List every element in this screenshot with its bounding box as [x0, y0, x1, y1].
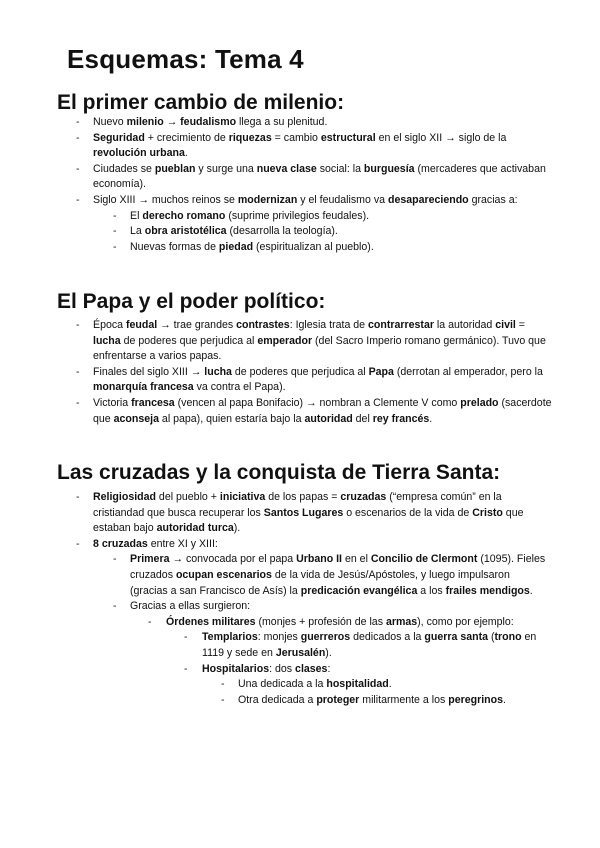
bullet-item — [0, 693, 600, 709]
section-heading-papa: El Papa y el poder político: — [57, 290, 326, 313]
sub-list — [0, 630, 600, 708]
bullet-dash: - — [76, 396, 80, 409]
bullet-text: El derecho romano (suprime privilegios feudales). — [130, 209, 370, 222]
bullet-item — [0, 552, 600, 599]
sub-list — [0, 552, 600, 708]
bullet-item — [0, 537, 600, 709]
bullet-item — [0, 162, 600, 193]
bullet-text: Finales del siglo XIII → lucha de poderes que perjudica al Papa (derrotan al emperador, pero la monarquía francesa va contra el Papa). — [93, 365, 543, 394]
bullet-dash: - — [76, 491, 80, 503]
bullet-item — [0, 115, 600, 131]
bullet-item — [0, 662, 600, 709]
bullet-item — [0, 224, 600, 240]
bullet-dash: - — [76, 319, 80, 331]
section-list-milenio — [0, 115, 600, 255]
bullet-dash: - — [76, 131, 80, 144]
bullet-text: Primera → convocada por el papa Urbano II en el Concilio de Clermont (1095). Fieles cruzados ocupan escenarios de la vida de Jesús/Apóstoles, y luego impulsaron (gracias a san Francisco de Asís) la predicación evangélica a los frailes mendigos. — [130, 553, 546, 597]
bullet-dash: - — [113, 209, 117, 222]
bullet-text: Otra dedicada a proteger militarmente a los peregrinos. — [238, 693, 506, 706]
bullet-dash: - — [76, 365, 80, 378]
bullet-dash: - — [76, 162, 80, 175]
bullet-dash: - — [113, 553, 117, 566]
bullet-item — [0, 209, 600, 225]
bullet-dash: - — [221, 693, 225, 706]
bullet-text: Victoria francesa (vencen al papa Bonifacio) → nombran a Clemente V como prelado (sacerdote que aconseja al papa), quien estaría bajo la autoridad del rey francés. — [93, 396, 552, 425]
bullet-item — [0, 490, 600, 537]
bullet-dash: - — [221, 678, 225, 691]
bullet-dash: - — [76, 116, 80, 128]
bullet-item — [0, 630, 600, 661]
bullet-text: Ciudades se pueblan y surge una nueva clase social: la burguesía (mercaderes que activaban economía). — [93, 162, 546, 191]
bullet-item — [0, 615, 600, 709]
bullet-text: Nuevo milenio → feudalismo llega a su plenitud. — [93, 116, 328, 128]
page-title: Esquemas: Tema 4 — [67, 44, 304, 74]
bullet-dash: - — [76, 193, 80, 206]
section-heading-cruzadas: Las cruzadas y la conquista de Tierra Santa: — [57, 461, 501, 484]
bullet-text: 8 cruzadas entre XI y XIII: — [93, 537, 218, 550]
sub-list — [0, 615, 600, 709]
bullet-item — [0, 240, 600, 256]
bullet-text: Época feudal → trae grandes contrastes: Iglesia trata de contrarrestar la autoridad civil = lucha de poderes que perjudica al emperador (del Sacro Imperio romano germánico). Tuvo que enfrentarse a varios papas. — [93, 319, 546, 363]
bullet-item — [0, 318, 600, 365]
bullet-dash: - — [113, 240, 117, 253]
bullet-text: Siglo XIII → muchos reinos se modernizan y el feudalismo va desapareciendo gracias a: — [93, 193, 518, 206]
bullet-text: La obra aristotélica (desarrolla la teología). — [130, 225, 338, 238]
section-heading-milenio: El primer cambio de milenio: — [57, 91, 345, 114]
bullet-dash: - — [184, 631, 188, 644]
section-list-cruzadas — [0, 490, 600, 708]
section-list-papa — [0, 318, 600, 427]
bullet-text: Templarios: monjes guerreros dedicados a la guerra santa (trono en 1119 y sede en Jerusalén). — [202, 631, 537, 659]
bullet-text: Órdenes militares (monjes + profesión de las armas), como por ejemplo: — [166, 615, 514, 628]
bullet-dash: - — [148, 615, 152, 628]
bullet-text: Una dedicada a la hospitalidad. — [238, 678, 392, 691]
sub-list — [0, 209, 600, 256]
bullet-item — [0, 599, 600, 708]
bullet-item — [0, 677, 600, 693]
bullet-dash: - — [113, 600, 117, 613]
bullet-text: Hospitalarios: dos clases: — [202, 662, 331, 675]
bullet-item — [0, 193, 600, 255]
bullet-dash: - — [113, 225, 117, 238]
bullet-text: Nuevas formas de piedad (espiritualizan al pueblo). — [130, 240, 374, 253]
sub-list — [0, 677, 600, 708]
bullet-text: Religiosidad del pueblo + iniciativa de los papas = cruzadas (“empresa común” en la cristiandad que busca recuperar los Santos Lugares o escenarios de la vida de Cristo que estaban bajo autoridad turca). — [93, 491, 524, 535]
bullet-text: Gracias a ellas surgieron: — [130, 600, 251, 613]
bullet-dash: - — [184, 662, 188, 675]
bullet-item — [0, 131, 600, 162]
bullet-item — [0, 396, 600, 427]
bullet-text: Seguridad + crecimiento de riquezas = cambio estructural en el siglo XII → siglo de la revolución urbana. — [93, 131, 507, 160]
bullet-item — [0, 365, 600, 396]
bullet-dash: - — [76, 537, 80, 550]
